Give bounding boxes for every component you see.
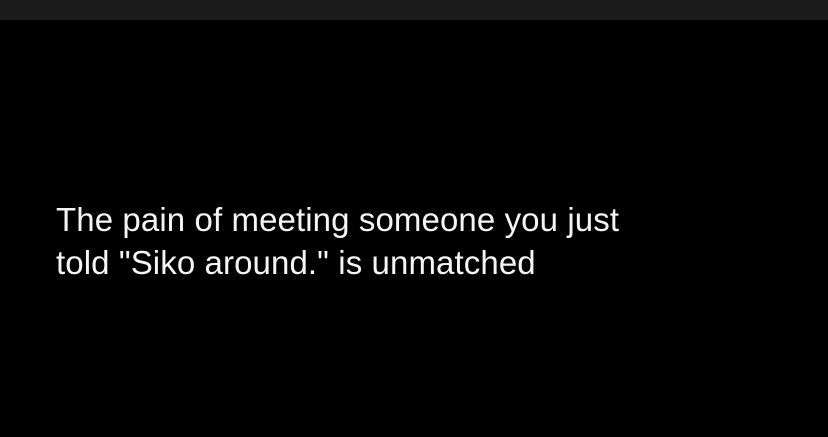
- top-status-bar: [0, 0, 828, 20]
- post-text-line-2: told "Siko around." is unmatched: [56, 244, 536, 281]
- post-text: [56, 198, 796, 284]
- post-text-line-1: The pain of meeting someone you just: [56, 201, 620, 238]
